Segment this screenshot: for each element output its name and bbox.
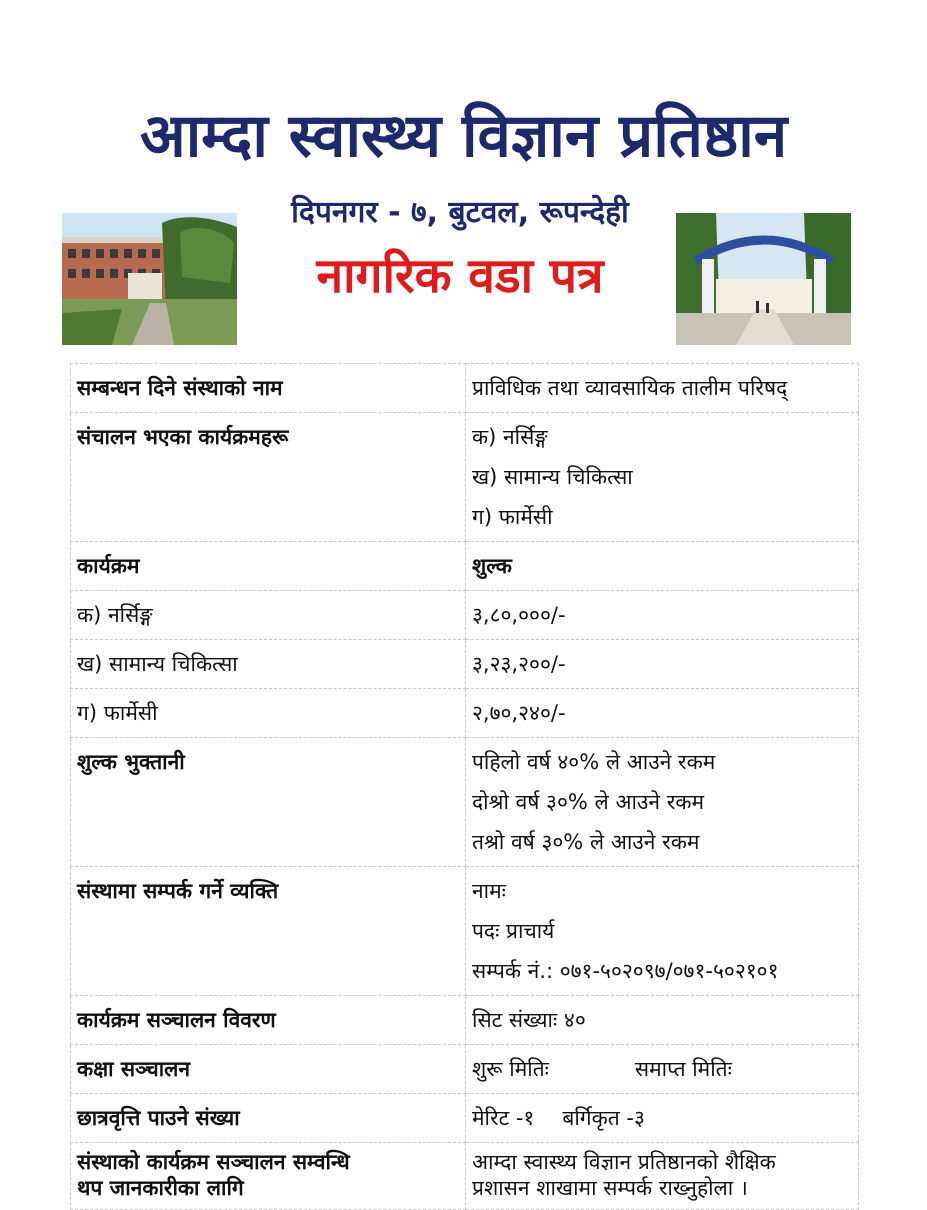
campus-gate-photo [676,213,851,345]
contact-label: संस्थामा सम्पर्क गर्ने व्यक्ति [71,867,466,996]
table-row [71,1094,859,1143]
fee-column-header: शुल्क [466,542,859,591]
more-info-label-line: संस्थाको कार्यक्रम सञ्चालन सम्वन्धि [77,1150,350,1174]
table-row [71,591,859,640]
scholarship-label: छात्रवृत्ति पाउने संख्या [71,1094,466,1143]
seat-count: सिट संख्याः ४० [466,996,859,1045]
table-row [71,640,859,689]
building-image-icon [62,213,237,345]
affiliation-value: प्राविधिक तथा व्यावसायिक तालीम परिषद् [466,364,859,413]
more-info-value-line: प्रशासन शाखामा सम्पर्क राख्नुहोला । [472,1176,748,1200]
payment-item: पहिलो वर्ष ४०% ले आउने रकम [472,750,716,774]
fee-program: ग) फार्मेसी [71,689,466,738]
payment-value [466,738,859,867]
table-row [71,738,859,867]
table-row [71,413,859,542]
table-row [71,1045,859,1094]
institute-address: दिपनगर - ७, बुटवल, रूपन्देही [291,195,629,230]
more-info-label-line: थप जानकारीका लागि [77,1176,244,1200]
table-row [71,1143,859,1210]
payment-label: शुल्क भुक्तानी [71,738,466,867]
table-row [71,996,859,1045]
program-item: ग) फार्मेसी [472,505,553,529]
programs-value [466,413,859,542]
class-dates [466,1045,859,1094]
fee-amount: ३,२३,२००/- [466,640,859,689]
fee-amount: ३,८०,०००/- [466,591,859,640]
affiliation-label: सम्बन्धन दिने संस्थाको नाम [71,364,466,413]
charter-table [70,363,859,1210]
payment-item: तश्रो वर्ष ३०% ले आउने रकम [472,830,700,854]
program-item: क) नर्सिङ्ग [472,425,548,449]
contact-post: पदः प्राचार्य [472,919,555,943]
gate-image-icon [676,213,851,345]
contact-phone: सम्पर्क नं.: ०७१-५०२०९७/०७१-५०२१०१ [472,959,779,983]
campus-building-photo [62,213,237,345]
program-item: ख) सामान्य चिकित्सा [472,465,633,489]
table-row [71,689,859,738]
table-row [71,867,859,996]
citizen-charter-heading: नागरिक वडा पत्र [316,248,604,304]
marginalized-count: बर्गिकृत -३ [562,1106,645,1130]
table-row [71,364,859,413]
more-info-value [466,1143,859,1210]
fee-amount: २,७०,२४०/- [466,689,859,738]
programs-label: संचालन भएका कार्यक्रमहरू [71,413,466,542]
fee-program: क) नर्सिङ्ग [71,591,466,640]
payment-item: दोश्रो वर्ष ३०% ले आउने रकम [472,790,705,814]
page-title: आम्दा स्वास्थ्य विज्ञान प्रतिष्ठान [139,101,788,171]
scholarship-value [466,1094,859,1143]
program-column-header: कार्यक्रम [71,542,466,591]
more-info-label [71,1143,466,1210]
merit-count: मेरिट -१ [472,1106,535,1130]
details-label: कार्यक्रम सञ्चालन विवरण [71,996,466,1045]
start-date-label: शुरू मितिः [472,1057,549,1081]
contact-name: नामः [472,879,506,903]
fee-program: ख) सामान्य चिकित्सा [71,640,466,689]
contact-value [466,867,859,996]
more-info-value-line: आम्दा स्वास्थ्य विज्ञान प्रतिष्ठानको शैक्षिक [472,1150,776,1174]
class-label: कक्षा सञ्चालन [71,1045,466,1094]
end-date-label: समाप्त मितिः [634,1057,732,1081]
table-row [71,542,859,591]
